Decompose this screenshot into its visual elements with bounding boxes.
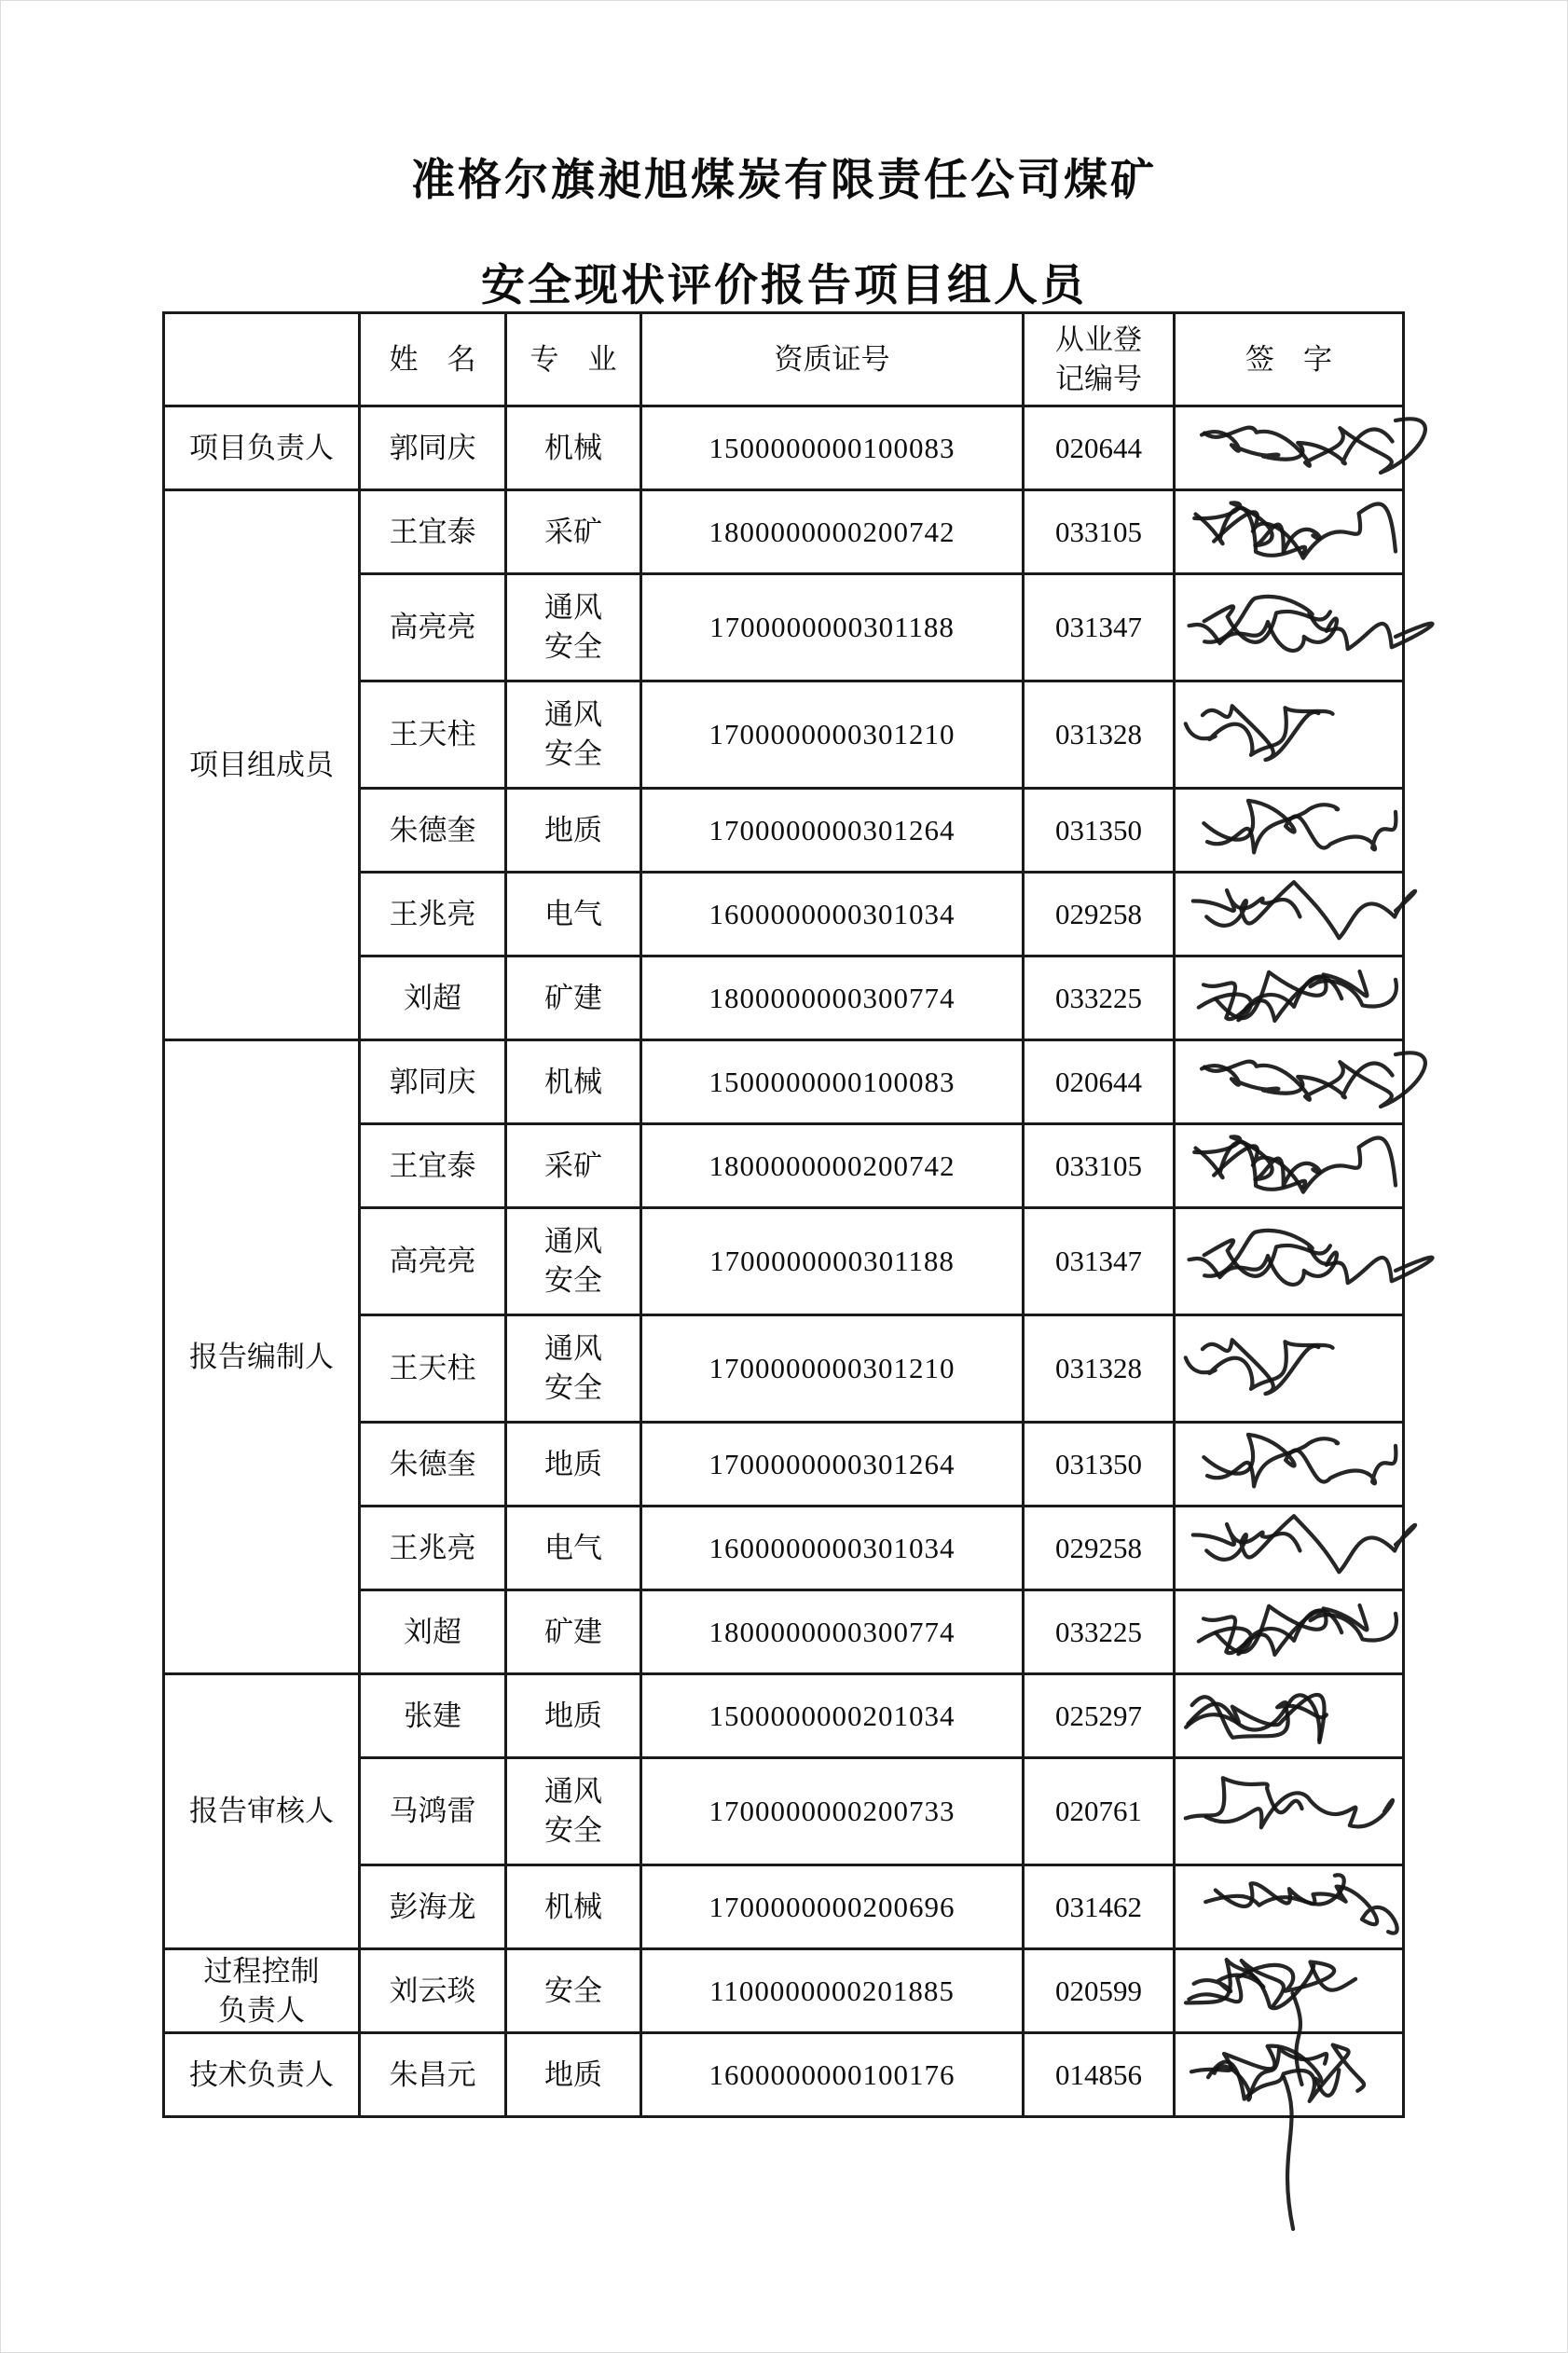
member-major: 安全 bbox=[506, 1949, 641, 2033]
table-row bbox=[164, 1040, 1404, 1124]
signature-stroke bbox=[1205, 1886, 1396, 1933]
member-major: 地质 bbox=[506, 2033, 641, 2117]
signature-cell bbox=[1175, 490, 1404, 574]
registration-number: 025297 bbox=[1024, 1674, 1175, 1758]
cert-number: 1700000000200733 bbox=[641, 1758, 1024, 1865]
signature-image bbox=[1177, 1586, 1401, 1679]
cert-number: 1700000000301264 bbox=[641, 1423, 1024, 1507]
signature-cell bbox=[1175, 1507, 1404, 1590]
member-name: 王兆亮 bbox=[360, 1507, 506, 1590]
member-major: 地质 bbox=[506, 1674, 641, 1758]
member-major: 矿建 bbox=[506, 956, 641, 1040]
registration-number: 020644 bbox=[1024, 1040, 1175, 1124]
header-category bbox=[164, 313, 360, 406]
member-name: 张建 bbox=[360, 1674, 506, 1758]
signature-stroke bbox=[1206, 1793, 1393, 1827]
signature-image bbox=[1177, 1765, 1401, 1858]
member-major: 采矿 bbox=[506, 490, 641, 574]
member-major-line: 安全 bbox=[544, 737, 602, 770]
signature-cell bbox=[1175, 1208, 1404, 1315]
cert-number: 1700000000301264 bbox=[641, 789, 1024, 873]
registration-number: 033225 bbox=[1024, 1590, 1175, 1674]
member-name: 王天柱 bbox=[360, 681, 506, 789]
signature-image bbox=[1177, 868, 1401, 961]
member-name: 朱昌元 bbox=[360, 2033, 506, 2117]
registration-number: 031350 bbox=[1024, 1423, 1175, 1507]
member-major-line: 通风 bbox=[544, 1775, 602, 1809]
signature-stroke bbox=[1204, 1434, 1396, 1482]
signature-cell bbox=[1175, 1423, 1404, 1507]
member-major bbox=[506, 1758, 641, 1865]
row-group-label-line: 项目负责人 bbox=[189, 431, 334, 464]
registration-number: 020644 bbox=[1024, 406, 1175, 490]
registration-number: 029258 bbox=[1024, 1507, 1175, 1590]
member-major: 地质 bbox=[506, 789, 641, 873]
member-major-line: 通风 bbox=[544, 591, 602, 625]
signature-image bbox=[1177, 1861, 1401, 1954]
signature-cell bbox=[1175, 2033, 1404, 2117]
signature-cell bbox=[1175, 1865, 1404, 1949]
cert-number: 1800000000200742 bbox=[641, 490, 1024, 574]
signature-cell bbox=[1175, 956, 1404, 1040]
table-row bbox=[164, 490, 1404, 574]
member-name: 刘云琰 bbox=[360, 1949, 506, 2033]
cert-number: 1700000000301210 bbox=[641, 1315, 1024, 1423]
row-group-label bbox=[164, 2033, 360, 2117]
member-name: 王宜泰 bbox=[360, 1124, 506, 1208]
member-major: 机械 bbox=[506, 1865, 641, 1949]
member-major-line: 安全 bbox=[544, 1814, 602, 1847]
signature-image bbox=[1177, 688, 1401, 781]
signature-cell bbox=[1175, 1124, 1404, 1208]
cert-number: 1800000000300774 bbox=[641, 1590, 1024, 1674]
member-name: 王兆亮 bbox=[360, 873, 506, 956]
cert-number: 1500000000201034 bbox=[641, 1674, 1024, 1758]
member-name: 刘超 bbox=[360, 956, 506, 1040]
member-major-line: 安全 bbox=[544, 1371, 602, 1404]
registration-number: 031350 bbox=[1024, 789, 1175, 873]
header-signature: 签 字 bbox=[1175, 313, 1404, 406]
signature-stroke bbox=[1196, 508, 1306, 556]
cert-number: 1700000000200696 bbox=[641, 1865, 1024, 1949]
signature-stroke bbox=[1216, 1875, 1344, 1906]
signature-image bbox=[1177, 1945, 1401, 2038]
table-row bbox=[164, 406, 1404, 490]
signature-stroke bbox=[1204, 800, 1396, 848]
cert-number: 1700000000301188 bbox=[641, 574, 1024, 681]
table-row bbox=[164, 2033, 1404, 2117]
row-group-label-line: 项目组成员 bbox=[189, 748, 334, 781]
registration-number: 029258 bbox=[1024, 873, 1175, 956]
registration-number: 031328 bbox=[1024, 1315, 1175, 1423]
member-major-line: 安全 bbox=[544, 630, 602, 663]
signature-cell bbox=[1175, 873, 1404, 956]
registration-number: 020599 bbox=[1024, 1949, 1175, 2033]
member-major bbox=[506, 1208, 641, 1315]
header-registration-line1: 从业登 bbox=[1055, 323, 1142, 356]
member-name: 朱德奎 bbox=[360, 789, 506, 873]
signature-image bbox=[1177, 1215, 1401, 1308]
registration-number: 031347 bbox=[1024, 574, 1175, 681]
signature-image bbox=[1177, 1502, 1401, 1595]
header-cert-number: 资质证号 bbox=[641, 313, 1024, 406]
member-name: 刘超 bbox=[360, 1590, 506, 1674]
row-group-label bbox=[164, 1949, 360, 2033]
member-major: 采矿 bbox=[506, 1124, 641, 1208]
member-name: 高亮亮 bbox=[360, 574, 506, 681]
member-major: 机械 bbox=[506, 406, 641, 490]
cert-number: 1600000000301034 bbox=[641, 1507, 1024, 1590]
cert-number: 1700000000301188 bbox=[641, 1208, 1024, 1315]
member-major bbox=[506, 574, 641, 681]
registration-number: 031347 bbox=[1024, 1208, 1175, 1315]
member-name: 王宜泰 bbox=[360, 490, 506, 574]
registration-number: 031328 bbox=[1024, 681, 1175, 789]
registration-number: 014856 bbox=[1024, 2033, 1175, 2117]
row-group-label-line: 负责人 bbox=[218, 1993, 305, 2027]
cert-number: 1700000000301210 bbox=[641, 681, 1024, 789]
signature-cell bbox=[1175, 681, 1404, 789]
signature-image bbox=[1177, 784, 1401, 877]
cert-number: 1500000000100083 bbox=[641, 1040, 1024, 1124]
document-title-line2: 安全现状评价报告项目组人员 bbox=[481, 260, 1087, 310]
signature-stroke bbox=[1196, 1142, 1306, 1190]
row-group-label-line: 报告编制人 bbox=[189, 1340, 334, 1373]
signature-cell bbox=[1175, 1758, 1404, 1865]
signature-stroke bbox=[1284, 2077, 1293, 2229]
row-group-label-line: 过程控制 bbox=[203, 1954, 320, 1988]
row-group-label bbox=[164, 1040, 360, 1674]
signature-cell bbox=[1175, 1949, 1404, 2033]
signature-cell bbox=[1175, 789, 1404, 873]
personnel-table bbox=[162, 311, 1405, 2118]
header-major: 专 业 bbox=[506, 313, 641, 406]
cert-number: 1100000000201885 bbox=[641, 1949, 1024, 2033]
member-major: 地质 bbox=[506, 1423, 641, 1507]
cert-number: 1600000000100176 bbox=[641, 2033, 1024, 2117]
member-name: 王天柱 bbox=[360, 1315, 506, 1423]
signature-image bbox=[1177, 486, 1401, 579]
member-major bbox=[506, 681, 641, 789]
table-row bbox=[164, 1949, 1404, 2033]
member-major: 电气 bbox=[506, 1507, 641, 1590]
signature-image bbox=[1177, 1120, 1401, 1213]
row-group-label bbox=[164, 1674, 360, 1949]
signature-image bbox=[1177, 1418, 1401, 1511]
signature-image bbox=[1177, 2029, 1401, 2122]
member-name: 彭海龙 bbox=[360, 1865, 506, 1949]
signature-cell bbox=[1175, 574, 1404, 681]
signature-image bbox=[1177, 1322, 1401, 1415]
signature-image bbox=[1177, 581, 1401, 674]
member-major: 电气 bbox=[506, 873, 641, 956]
signature-stroke bbox=[1206, 1516, 1415, 1572]
signature-cell bbox=[1175, 1590, 1404, 1674]
member-major-line: 安全 bbox=[544, 1264, 602, 1297]
member-name: 高亮亮 bbox=[360, 1208, 506, 1315]
cert-number: 1800000000300774 bbox=[641, 956, 1024, 1040]
member-name: 马鸿雷 bbox=[360, 1758, 506, 1865]
registration-number: 033225 bbox=[1024, 956, 1175, 1040]
signature-cell bbox=[1175, 1315, 1404, 1423]
registration-number: 033105 bbox=[1024, 1124, 1175, 1208]
member-major: 矿建 bbox=[506, 1590, 641, 1674]
header-registration-number bbox=[1024, 313, 1175, 406]
member-name: 郭同庆 bbox=[360, 1040, 506, 1124]
member-name: 郭同庆 bbox=[360, 406, 506, 490]
registration-number: 033105 bbox=[1024, 490, 1175, 574]
member-major-line: 通风 bbox=[544, 698, 602, 732]
table-row bbox=[164, 1674, 1404, 1758]
signature-image bbox=[1177, 402, 1401, 495]
signature-image bbox=[1177, 952, 1401, 1045]
row-group-label bbox=[164, 406, 360, 490]
document-title-line1: 准格尔旗昶旭煤炭有限责任公司煤矿 bbox=[411, 155, 1157, 204]
header-name: 姓 名 bbox=[360, 313, 506, 406]
registration-number: 020761 bbox=[1024, 1758, 1175, 1865]
signature-stroke bbox=[1206, 882, 1415, 938]
cert-number: 1600000000301034 bbox=[641, 873, 1024, 956]
registration-number: 031462 bbox=[1024, 1865, 1175, 1949]
header-row bbox=[164, 313, 1404, 406]
signature-cell bbox=[1175, 1040, 1404, 1124]
member-major: 机械 bbox=[506, 1040, 641, 1124]
header-registration-line2: 记编号 bbox=[1055, 362, 1142, 395]
member-name: 朱德奎 bbox=[360, 1423, 506, 1507]
member-major-line: 通风 bbox=[544, 1332, 602, 1366]
row-group-label-line: 报告审核人 bbox=[189, 1795, 334, 1828]
member-major-line: 通风 bbox=[544, 1225, 602, 1259]
signature-image bbox=[1177, 1036, 1401, 1129]
row-group-label-line: 技术负责人 bbox=[189, 2057, 334, 2091]
signature-image bbox=[1177, 1670, 1401, 1763]
cert-number: 1800000000200742 bbox=[641, 1124, 1024, 1208]
signature-cell bbox=[1175, 406, 1404, 490]
signature-cell bbox=[1175, 1674, 1404, 1758]
row-group-label bbox=[164, 490, 360, 1040]
member-major bbox=[506, 1315, 641, 1423]
cert-number: 1500000000100083 bbox=[641, 406, 1024, 490]
